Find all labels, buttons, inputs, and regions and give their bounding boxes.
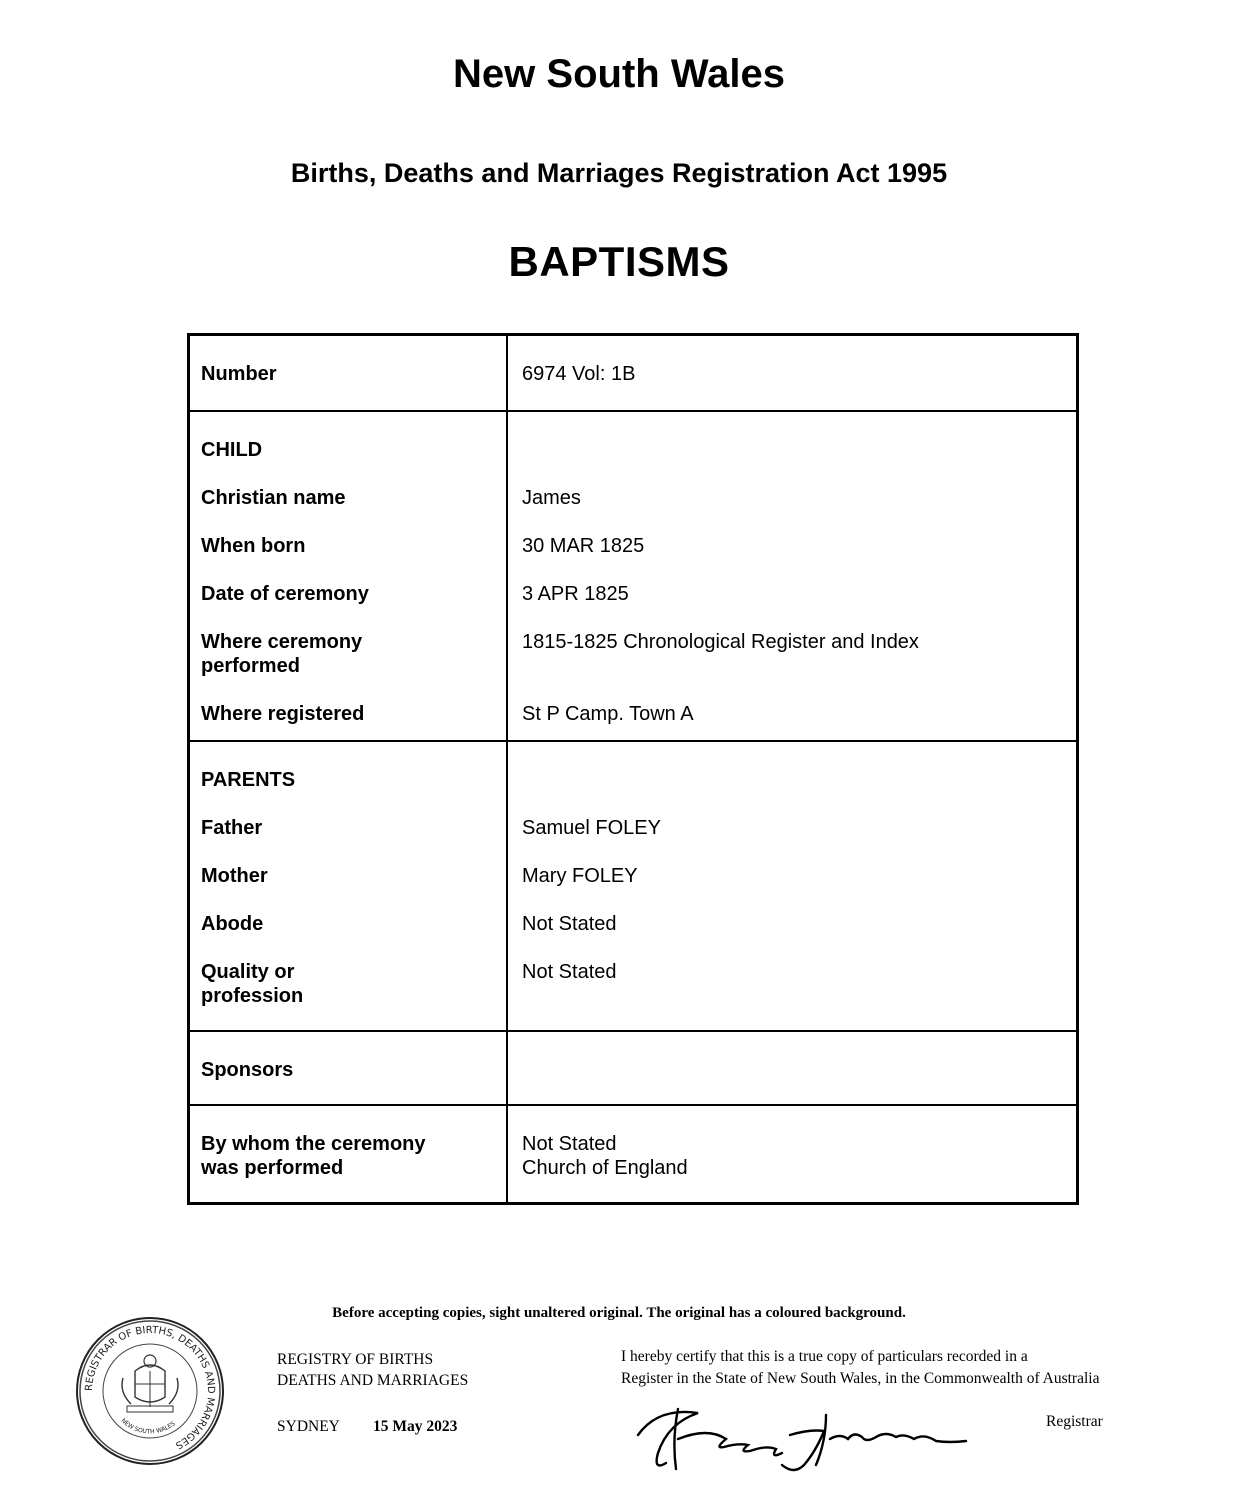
where-registered-value: St P Camp. Town A (522, 703, 694, 725)
authenticity-note: Before accepting copies, sight unaltered original. The original has a coloured background. (332, 1305, 906, 1321)
certify-line1: I hereby certify that this is a true copy of particulars recorded in a (621, 1348, 1028, 1365)
baptism-record-table (187, 333, 1079, 1205)
mother-value: Mary FOLEY (522, 865, 638, 887)
registry-name (277, 1349, 468, 1391)
date-of-ceremony-label: Date of ceremony (201, 583, 369, 605)
child-labels-cell (189, 411, 508, 741)
seal-outer-text: REGISTRAR OF BIRTHS, DEATHS AND MARRIAGES (83, 1324, 217, 1451)
date-of-ceremony-value: 3 APR 1825 (522, 583, 629, 605)
registry-line2: DEATHS AND MARRIAGES (277, 1372, 469, 1389)
where-performed-label-line1: Where ceremony (201, 631, 363, 653)
father-value: Samuel FOLEY (522, 817, 661, 839)
officiant-row (189, 1105, 1078, 1204)
number-row (189, 335, 1078, 412)
when-born-value: 30 MAR 1825 (522, 535, 645, 557)
child-heading: CHILD (201, 439, 263, 461)
child-values-cell (507, 411, 1078, 741)
sponsors-label: Sponsors (201, 1059, 294, 1081)
number-value-cell (507, 335, 1078, 412)
quality-label-line2: profession (201, 985, 304, 1007)
officiant-label-cell (189, 1105, 508, 1204)
number-label: Number (201, 363, 277, 385)
document-title-state: New South Wales (453, 52, 785, 96)
registrar-signature-icon (630, 1395, 1010, 1475)
where-performed-value: 1815-1825 Chronological Register and Index (522, 631, 919, 653)
where-registered-label: Where registered (201, 703, 365, 725)
parents-section (189, 741, 1078, 1031)
officiant-label-line1: By whom the ceremony (201, 1133, 426, 1155)
father-label: Father (201, 817, 263, 839)
certify-line2: Register in the State of New South Wales, in the Commonwealth of Australia (621, 1370, 1100, 1387)
record-type-title: BAPTISMS (508, 238, 730, 285)
number-label-cell (189, 335, 508, 412)
officiant-label-line2: was performed (201, 1157, 344, 1179)
mother-label: Mother (201, 865, 268, 887)
where-performed-label-line2: performed (201, 655, 300, 677)
officiant-value-line1: Not Stated (522, 1133, 617, 1155)
abode-value: Not Stated (522, 913, 617, 935)
registrar-seal-icon (75, 1316, 225, 1466)
quality-value: Not Stated (522, 961, 617, 983)
officiant-value-cell (507, 1105, 1078, 1204)
seal-inner-text: NEW SOUTH WALES (119, 1417, 177, 1436)
christian-name-label: Christian name (201, 487, 346, 509)
registry-line1: REGISTRY OF BIRTHS (277, 1351, 434, 1368)
child-section (189, 411, 1078, 741)
officiant-value-line2: Church of England (522, 1157, 688, 1179)
sponsors-value (522, 1058, 1076, 1106)
parents-values-cell (507, 741, 1078, 1031)
issue-city: SYDNEY (277, 1418, 340, 1435)
sponsors-row (189, 1031, 1078, 1105)
parents-heading: PARENTS (201, 769, 296, 791)
registrar-label: Registrar (1046, 1413, 1103, 1430)
where-performed-label (201, 630, 506, 702)
sponsors-value-cell (507, 1031, 1078, 1105)
when-born-label: When born (201, 535, 306, 557)
christian-name-value: James (522, 487, 581, 509)
abode-label: Abode (201, 913, 264, 935)
sponsors-label-cell (189, 1031, 508, 1105)
parents-labels-cell (189, 741, 508, 1031)
certification-statement (621, 1346, 1099, 1390)
document-act-title: Births, Deaths and Marriages Registration Act 1995 (290, 158, 948, 188)
number-value: 6974 Vol: 1B (522, 363, 636, 385)
issue-date: 15 May 2023 (373, 1418, 458, 1435)
quality-label-line1: Quality or (201, 961, 295, 983)
quality-label (201, 960, 506, 1008)
